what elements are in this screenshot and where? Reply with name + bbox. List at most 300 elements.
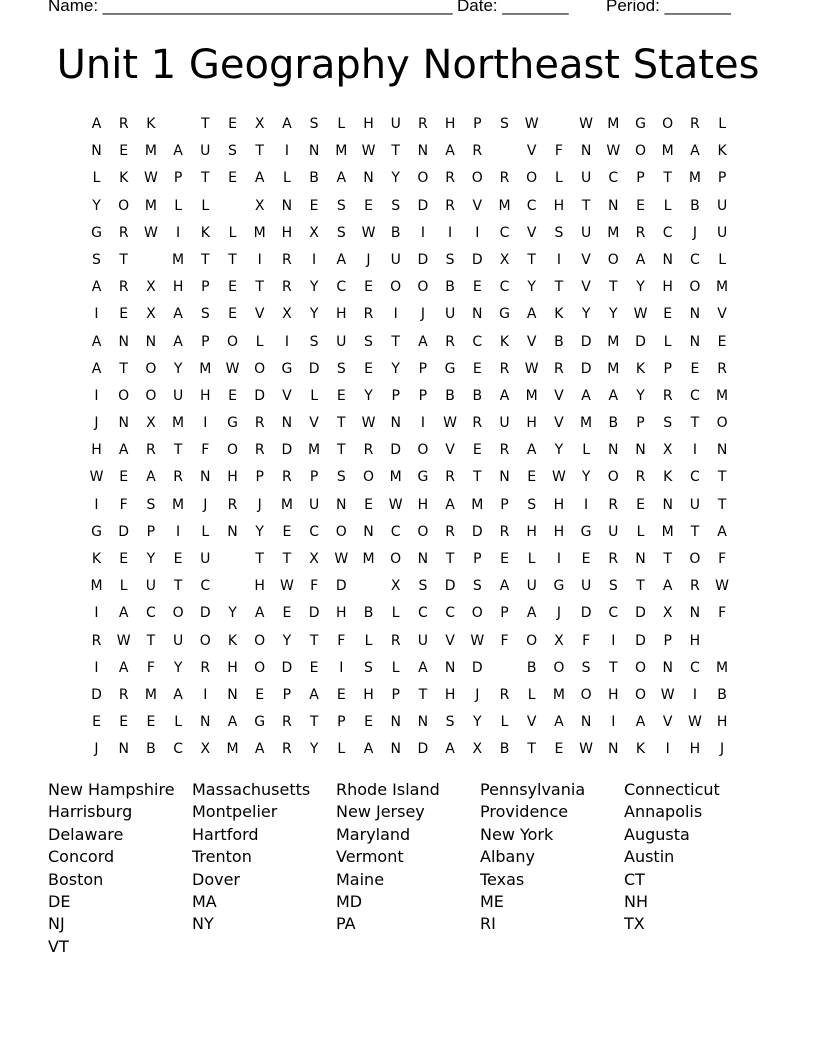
grid-letter[interactable]: I (312, 251, 317, 268)
grid-letter[interactable]: X (200, 741, 211, 758)
grid-letter[interactable]: C (526, 197, 537, 214)
grid-letter[interactable]: S (92, 251, 101, 268)
grid-letter[interactable]: E (228, 116, 237, 132)
grid-letter[interactable]: N (608, 197, 619, 214)
date-field[interactable]: Date: _______ (457, 0, 569, 15)
grid-letter[interactable]: O (118, 197, 130, 214)
grid-letter[interactable]: D (471, 659, 483, 676)
grid-letter[interactable]: U (499, 415, 510, 432)
grid-letter[interactable]: A (91, 279, 102, 296)
grid-letter[interactable]: U (689, 496, 701, 513)
grid-letter[interactable]: R (173, 469, 183, 486)
grid-letter[interactable]: M (607, 116, 620, 132)
grid-letter[interactable]: N (118, 741, 129, 758)
grid-letter[interactable]: V (554, 415, 564, 432)
grid-letter[interactable]: M (362, 551, 375, 567)
grid-letter[interactable]: V (526, 143, 537, 160)
grid-letter[interactable]: G (91, 224, 102, 241)
grid-letter[interactable]: M (661, 523, 674, 540)
grid-letter[interactable]: P (282, 686, 292, 703)
grid-letter[interactable]: H (689, 741, 701, 758)
grid-letter[interactable]: R (146, 442, 156, 459)
grid-letter[interactable]: N (580, 714, 592, 731)
grid-letter[interactable]: M (716, 387, 729, 404)
grid-letter[interactable]: N (336, 496, 347, 513)
grid-letter[interactable]: B (472, 387, 483, 404)
grid-letter[interactable]: O (226, 333, 239, 350)
grid-letter[interactable]: P (717, 170, 727, 187)
grid-letter[interactable]: S (309, 333, 319, 350)
grid-letter[interactable]: O (417, 442, 429, 459)
grid-letter[interactable]: O (607, 251, 619, 268)
grid-letter[interactable]: M (607, 333, 620, 350)
grid-letter[interactable]: C (472, 333, 483, 350)
grid-letter[interactable]: R (363, 442, 374, 459)
grid-letter[interactable]: O (634, 659, 647, 676)
grid-letter[interactable]: M (172, 415, 185, 432)
grid-letter[interactable]: B (445, 279, 455, 296)
grid-letter[interactable]: M (144, 686, 157, 703)
grid-letter[interactable]: T (445, 551, 455, 567)
grid-letter[interactable]: R (608, 496, 619, 513)
grid-letter[interactable]: N (363, 170, 374, 187)
grid-letter[interactable]: R (445, 523, 455, 540)
grid-letter[interactable]: Y (473, 714, 482, 731)
period-field[interactable]: Period: _______ (606, 0, 731, 15)
grid-letter[interactable]: H (689, 632, 701, 649)
grid-letter[interactable]: O (716, 415, 728, 432)
grid-letter[interactable]: U (336, 333, 347, 350)
grid-letter[interactable]: D (118, 523, 130, 540)
grid-letter[interactable]: O (254, 360, 266, 377)
grid-letter[interactable]: T (173, 578, 183, 595)
grid-letter[interactable]: S (364, 659, 373, 676)
grid-letter[interactable]: R (554, 360, 564, 377)
grid-letter[interactable]: M (199, 360, 212, 377)
grid-letter[interactable]: E (228, 170, 237, 187)
grid-letter[interactable]: L (255, 333, 264, 350)
grid-letter[interactable]: A (635, 251, 646, 268)
grid-letter[interactable]: S (200, 306, 210, 323)
grid-letter[interactable]: G (254, 714, 266, 731)
grid-letter[interactable]: I (692, 686, 697, 703)
grid-letter[interactable]: W (143, 170, 158, 187)
grid-letter[interactable]: D (308, 360, 320, 377)
grid-letter[interactable]: D (635, 605, 646, 622)
grid-letter[interactable]: H (172, 279, 184, 296)
grid-letter[interactable]: I (94, 659, 99, 676)
grid-letter[interactable]: S (228, 143, 237, 160)
grid-letter[interactable]: T (663, 170, 672, 187)
grid-letter[interactable]: E (119, 551, 129, 567)
grid-letter[interactable]: V (717, 306, 727, 323)
grid-letter[interactable]: I (420, 415, 425, 432)
grid-letter[interactable]: S (336, 224, 346, 241)
grid-letter[interactable]: U (580, 170, 592, 187)
grid-letter[interactable]: O (390, 551, 402, 567)
grid-letter[interactable]: N (608, 741, 619, 758)
grid-letter[interactable]: Y (581, 469, 591, 486)
grid-letter[interactable]: G (417, 469, 429, 486)
grid-letter[interactable]: U (200, 551, 211, 567)
grid-letter[interactable]: L (228, 224, 237, 241)
grid-letter[interactable]: V (554, 387, 564, 404)
grid-letter[interactable]: P (146, 523, 156, 540)
grid-letter[interactable]: S (309, 116, 319, 132)
grid-letter[interactable]: A (227, 714, 238, 731)
grid-letter[interactable]: N (662, 251, 673, 268)
grid-letter[interactable]: H (526, 523, 537, 540)
grid-letter[interactable]: L (310, 387, 318, 404)
grid-letter[interactable]: A (173, 306, 183, 323)
grid-letter[interactable]: L (337, 741, 346, 758)
grid-letter[interactable]: Y (228, 605, 237, 622)
grid-letter[interactable]: S (336, 469, 346, 486)
grid-letter[interactable]: T (609, 279, 618, 296)
grid-letter[interactable]: B (146, 741, 156, 758)
grid-letter[interactable]: N (91, 143, 102, 160)
grid-letter[interactable]: P (391, 387, 400, 404)
grid-letter[interactable]: D (635, 632, 646, 649)
grid-letter[interactable]: T (255, 279, 264, 296)
grid-letter[interactable]: O (471, 170, 483, 187)
grid-letter[interactable]: D (580, 605, 592, 622)
grid-letter[interactable]: R (445, 197, 455, 214)
grid-letter[interactable]: M (389, 469, 402, 486)
grid-letter[interactable]: N (716, 442, 728, 459)
grid-letter[interactable]: V (526, 224, 537, 241)
grid-letter[interactable]: L (174, 714, 182, 731)
grid-letter[interactable]: T (636, 578, 645, 595)
grid-letter[interactable]: O (580, 686, 592, 703)
grid-letter[interactable]: A (445, 741, 455, 758)
grid-letter[interactable]: A (173, 143, 183, 160)
grid-letter[interactable]: C (173, 741, 183, 758)
grid-letter[interactable]: M (253, 224, 266, 241)
grid-letter[interactable]: W (579, 116, 594, 132)
grid-letter[interactable]: U (580, 578, 592, 595)
grid-letter[interactable]: P (473, 551, 482, 567)
grid-letter[interactable]: B (717, 686, 727, 703)
grid-letter[interactable]: I (475, 224, 480, 241)
grid-letter[interactable]: D (281, 442, 293, 459)
grid-letter[interactable]: S (472, 578, 482, 595)
grid-letter[interactable]: E (472, 279, 482, 296)
grid-letter[interactable]: N (281, 415, 293, 432)
grid-letter[interactable]: O (634, 143, 647, 160)
grid-letter[interactable]: K (554, 306, 564, 323)
grid-letter[interactable]: K (635, 360, 646, 377)
grid-letter[interactable]: X (146, 415, 156, 432)
grid-letter[interactable]: D (417, 197, 429, 214)
grid-letter[interactable]: V (472, 197, 483, 214)
grid-letter[interactable]: A (118, 442, 129, 459)
grid-letter[interactable]: W (361, 224, 376, 241)
grid-letter[interactable]: T (717, 469, 727, 486)
grid-letter[interactable]: Y (255, 523, 264, 540)
grid-letter[interactable]: H (91, 442, 102, 459)
grid-letter[interactable]: W (89, 469, 104, 486)
grid-letter[interactable]: D (580, 333, 592, 350)
grid-letter[interactable]: G (444, 360, 456, 377)
grid-letter[interactable]: C (499, 224, 510, 241)
grid-letter[interactable]: K (119, 170, 129, 187)
grid-letter[interactable]: R (91, 632, 102, 649)
grid-letter[interactable]: V (581, 279, 591, 296)
grid-letter[interactable]: W (443, 415, 458, 432)
grid-letter[interactable]: L (201, 523, 210, 540)
grid-letter[interactable]: Y (173, 360, 183, 377)
grid-letter[interactable]: O (172, 605, 184, 622)
grid-letter[interactable]: P (337, 714, 346, 731)
grid-letter[interactable]: G (635, 116, 646, 132)
grid-letter[interactable]: A (418, 333, 428, 350)
grid-letter[interactable]: T (119, 251, 128, 268)
grid-letter[interactable]: O (417, 523, 429, 540)
grid-letter[interactable]: R (282, 469, 292, 486)
grid-letter[interactable]: O (254, 632, 266, 649)
grid-letter[interactable]: N (608, 442, 619, 459)
grid-letter[interactable]: U (608, 523, 619, 540)
grid-letter[interactable]: U (580, 224, 592, 241)
grid-letter[interactable]: E (717, 333, 727, 350)
grid-letter[interactable]: I (176, 224, 181, 241)
grid-letter[interactable]: R (635, 224, 646, 241)
grid-letter[interactable]: N (118, 333, 129, 350)
grid-letter[interactable]: V (526, 714, 537, 731)
grid-letter[interactable]: A (445, 143, 455, 160)
grid-letter[interactable]: T (337, 415, 346, 432)
grid-letter[interactable]: P (418, 360, 428, 377)
grid-letter[interactable]: I (284, 333, 289, 350)
grid-letter[interactable]: I (203, 686, 208, 703)
grid-letter[interactable]: I (556, 251, 561, 268)
grid-letter[interactable]: W (715, 578, 730, 595)
grid-letter[interactable]: H (553, 197, 565, 214)
grid-letter[interactable]: V (254, 306, 265, 323)
grid-letter[interactable]: P (201, 333, 210, 350)
grid-letter[interactable]: A (526, 442, 537, 459)
grid-letter[interactable]: N (689, 333, 701, 350)
grid-letter[interactable]: G (553, 578, 565, 595)
grid-letter[interactable]: T (146, 632, 156, 649)
grid-letter[interactable]: U (308, 496, 320, 513)
grid-letter[interactable]: W (361, 143, 376, 160)
grid-letter[interactable]: U (417, 632, 429, 649)
grid-letter[interactable]: L (391, 605, 400, 622)
grid-letter[interactable]: H (716, 714, 728, 731)
grid-letter[interactable]: N (444, 659, 456, 676)
grid-letter[interactable]: D (444, 578, 456, 595)
grid-letter[interactable]: N (227, 686, 238, 703)
grid-letter[interactable]: T (717, 496, 727, 513)
grid-letter[interactable]: I (692, 442, 697, 459)
grid-letter[interactable]: X (554, 632, 564, 649)
grid-letter[interactable]: R (118, 686, 129, 703)
grid-letter[interactable]: O (471, 605, 483, 622)
grid-letter[interactable]: W (225, 360, 240, 377)
grid-letter[interactable]: T (663, 551, 672, 567)
grid-letter[interactable]: H (363, 116, 374, 132)
grid-letter[interactable]: T (418, 686, 428, 703)
grid-letter[interactable]: A (336, 170, 347, 187)
grid-letter[interactable]: H (608, 686, 619, 703)
grid-letter[interactable]: J (692, 224, 697, 241)
word-search-grid[interactable] (84, 113, 744, 766)
grid-letter[interactable]: G (281, 360, 293, 377)
grid-letter[interactable]: I (203, 415, 208, 432)
grid-letter[interactable]: R (200, 659, 211, 676)
grid-letter[interactable]: W (470, 632, 485, 649)
grid-letter[interactable]: O (526, 170, 538, 187)
grid-letter[interactable]: I (611, 714, 616, 731)
grid-letter[interactable]: S (364, 333, 373, 350)
grid-letter[interactable]: S (336, 360, 346, 377)
grid-letter[interactable]: S (146, 496, 156, 513)
grid-letter[interactable]: N (227, 523, 238, 540)
grid-letter[interactable]: A (146, 469, 156, 486)
grid-letter[interactable]: R (390, 632, 401, 649)
grid-letter[interactable]: T (228, 251, 237, 268)
grid-letter[interactable]: P (636, 415, 645, 432)
grid-letter[interactable]: M (144, 197, 157, 214)
grid-letter[interactable]: E (364, 360, 373, 377)
grid-letter[interactable]: T (391, 143, 400, 160)
grid-letter[interactable]: X (390, 578, 401, 595)
grid-letter[interactable]: M (90, 578, 103, 595)
grid-letter[interactable]: A (499, 578, 510, 595)
grid-letter[interactable]: P (391, 686, 400, 703)
grid-letter[interactable]: N (200, 469, 211, 486)
grid-letter[interactable]: E (581, 551, 591, 567)
grid-letter[interactable]: N (472, 306, 483, 323)
grid-letter[interactable]: L (527, 551, 536, 567)
grid-letter[interactable]: N (390, 714, 401, 731)
grid-letter[interactable]: R (690, 116, 700, 132)
grid-letter[interactable]: H (336, 306, 347, 323)
grid-letter[interactable]: E (173, 551, 183, 567)
grid-letter[interactable]: R (118, 116, 129, 132)
grid-letter[interactable]: Y (554, 442, 564, 459)
grid-letter[interactable]: B (363, 605, 374, 622)
grid-letter[interactable]: D (635, 333, 646, 350)
grid-letter[interactable]: J (475, 686, 480, 703)
grid-letter[interactable]: P (255, 469, 264, 486)
grid-letter[interactable]: T (527, 741, 536, 758)
grid-letter[interactable]: Y (364, 387, 373, 404)
grid-letter[interactable]: M (335, 143, 348, 160)
grid-letter[interactable]: H (444, 116, 456, 132)
grid-letter[interactable]: O (118, 387, 130, 404)
grid-letter[interactable]: O (607, 469, 619, 486)
grid-letter[interactable]: O (417, 279, 429, 296)
grid-letter[interactable]: M (471, 496, 484, 513)
grid-letter[interactable]: L (636, 523, 645, 540)
grid-letter[interactable]: A (662, 578, 673, 595)
grid-letter[interactable]: T (473, 469, 482, 486)
grid-letter[interactable]: E (364, 714, 373, 731)
grid-letter[interactable]: N (200, 714, 211, 731)
grid-letter[interactable]: O (526, 632, 538, 649)
grid-letter[interactable]: L (337, 116, 346, 132)
grid-letter[interactable]: Y (309, 279, 319, 296)
grid-letter[interactable]: M (607, 224, 620, 241)
grid-letter[interactable]: Y (309, 306, 319, 323)
grid-letter[interactable]: Y (391, 360, 400, 377)
grid-letter[interactable]: J (257, 496, 262, 513)
grid-letter[interactable]: L (718, 116, 726, 132)
grid-letter[interactable]: E (636, 496, 645, 513)
grid-letter[interactable]: U (444, 306, 456, 323)
grid-letter[interactable]: J (366, 251, 371, 268)
grid-letter[interactable]: C (608, 170, 619, 187)
grid-letter[interactable]: K (91, 551, 102, 567)
grid-letter[interactable]: R (499, 170, 510, 187)
grid-letter[interactable]: K (717, 143, 727, 160)
grid-letter[interactable]: E (500, 551, 509, 567)
grid-letter[interactable]: Y (527, 279, 536, 296)
grid-letter[interactable]: I (584, 496, 589, 513)
grid-letter[interactable]: F (718, 551, 727, 567)
grid-letter[interactable]: N (417, 551, 429, 567)
grid-letter[interactable]: P (418, 387, 428, 404)
grid-letter[interactable]: R (717, 360, 727, 377)
grid-letter[interactable]: T (119, 360, 128, 377)
grid-letter[interactable]: I (420, 224, 425, 241)
grid-letter[interactable]: S (418, 578, 428, 595)
grid-letter[interactable]: C (690, 251, 700, 268)
grid-letter[interactable]: X (309, 224, 319, 241)
grid-letter[interactable]: H (444, 686, 456, 703)
grid-letter[interactable]: A (336, 251, 347, 268)
grid-letter[interactable]: A (690, 143, 700, 160)
grid-letter[interactable]: N (662, 659, 673, 676)
grid-letter[interactable]: F (554, 143, 563, 160)
grid-letter[interactable]: O (689, 279, 701, 296)
grid-letter[interactable]: C (690, 659, 700, 676)
grid-letter[interactable]: M (498, 197, 511, 214)
grid-letter[interactable]: A (581, 387, 591, 404)
grid-letter[interactable]: F (582, 632, 591, 649)
grid-letter[interactable]: J (420, 306, 425, 323)
grid-letter[interactable]: L (527, 686, 536, 703)
grid-letter[interactable]: R (472, 143, 483, 160)
grid-letter[interactable]: R (363, 306, 374, 323)
grid-letter[interactable]: J (94, 741, 99, 758)
grid-letter[interactable]: W (116, 632, 131, 649)
grid-letter[interactable]: X (146, 279, 156, 296)
grid-letter[interactable]: O (634, 686, 647, 703)
grid-letter[interactable]: F (337, 632, 346, 649)
grid-letter[interactable]: V (445, 632, 455, 649)
grid-letter[interactable]: W (633, 306, 648, 323)
grid-letter[interactable]: G (499, 306, 510, 323)
grid-letter[interactable]: E (364, 279, 373, 296)
grid-letter[interactable]: J (94, 415, 99, 432)
grid-letter[interactable]: A (254, 170, 265, 187)
grid-letter[interactable]: M (226, 741, 239, 758)
grid-letter[interactable]: O (145, 387, 157, 404)
grid-letter[interactable]: A (91, 360, 102, 377)
grid-letter[interactable]: N (662, 496, 673, 513)
grid-letter[interactable]: G (580, 523, 592, 540)
grid-letter[interactable]: C (608, 605, 619, 622)
grid-letter[interactable]: E (636, 197, 645, 214)
grid-letter[interactable]: T (581, 197, 591, 214)
grid-letter[interactable]: M (172, 496, 185, 513)
grid-letter[interactable]: C (146, 605, 156, 622)
grid-letter[interactable]: T (690, 415, 700, 432)
